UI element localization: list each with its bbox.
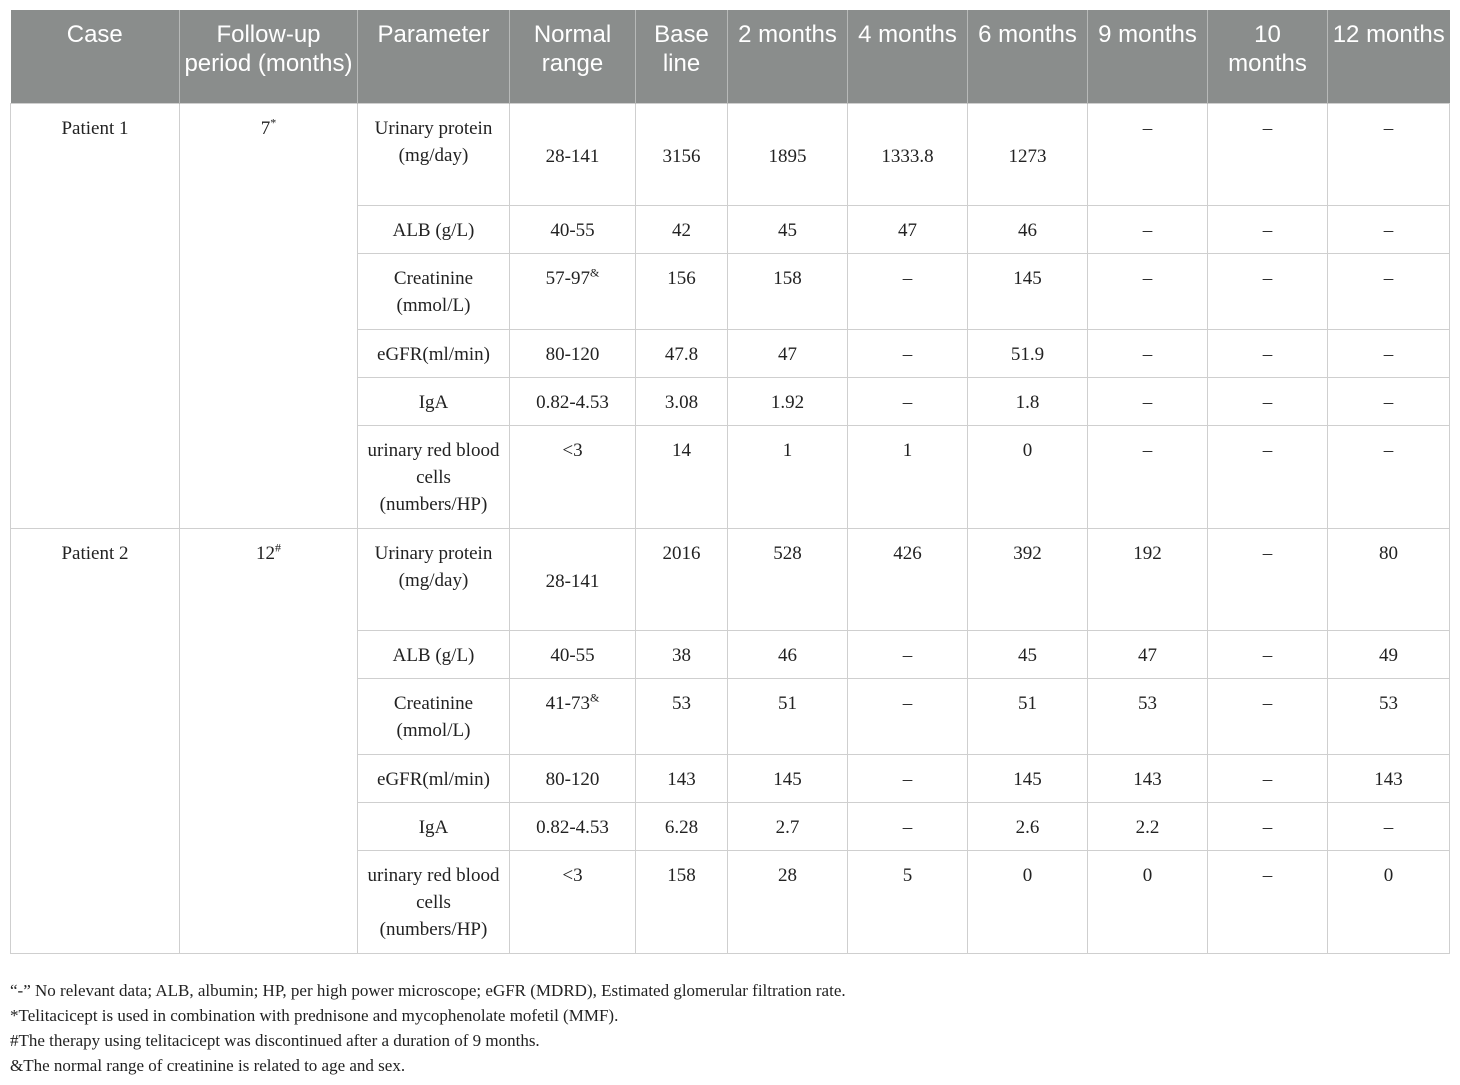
value-cell: 143 [1088, 754, 1208, 802]
value-cell: 426 [848, 528, 968, 630]
value-cell: 1 [728, 425, 848, 528]
normal-range-cell [510, 754, 636, 802]
value-cell: – [1088, 253, 1208, 329]
value-cell: – [848, 329, 968, 377]
parameter-cell: ALB (g/L) [358, 205, 510, 253]
value-cell: 45 [728, 205, 848, 253]
value-cell: 5 [848, 850, 968, 953]
value-cell: 49 [1328, 630, 1450, 678]
footnotes [10, 978, 846, 1078]
parameter-cell: eGFR(ml/min) [358, 329, 510, 377]
header-case: Case [11, 10, 180, 103]
normal-range-cell [510, 802, 636, 850]
value-cell: – [1328, 425, 1450, 528]
normal-range-cell [510, 630, 636, 678]
follow-up-mark: * [270, 115, 277, 130]
value-cell: 42 [636, 205, 728, 253]
normal-range-value: 80-120 [545, 768, 600, 790]
value-cell: 392 [968, 528, 1088, 630]
table-row [11, 103, 1450, 205]
value-cell: 47 [848, 205, 968, 253]
normal-range-value: 28-141 [545, 571, 600, 592]
value-cell: – [1328, 802, 1450, 850]
normal-range-value: <3 [562, 864, 583, 886]
value-cell: 1895 [728, 103, 848, 205]
normal-range-value: 0.82-4.53 [536, 391, 609, 413]
value-cell: – [848, 630, 968, 678]
normal-range-cell [510, 678, 636, 754]
value-cell: 145 [968, 754, 1088, 802]
normal-range-value: 28-141 [545, 146, 600, 167]
value-cell: 1273 [968, 103, 1088, 205]
header-baseline: Base line [636, 10, 728, 103]
header-normal-range: Normal range [510, 10, 636, 103]
value-cell: 1333.8 [848, 103, 968, 205]
value-cell: 1.92 [728, 377, 848, 425]
value-cell: 47 [728, 329, 848, 377]
normal-range-mark: & [589, 265, 600, 280]
parameter-cell: Creatinine (mmol/L) [358, 253, 510, 329]
table-row [11, 528, 1450, 630]
value-cell: – [1208, 103, 1328, 205]
case-label: Patient 1 [61, 117, 129, 139]
normal-range-value: <3 [562, 439, 583, 461]
case-label: Patient 2 [61, 542, 129, 564]
value-cell: 45 [968, 630, 1088, 678]
value-cell: – [1208, 377, 1328, 425]
header-row [11, 10, 1450, 103]
value-cell: 145 [968, 253, 1088, 329]
value-cell: – [1328, 103, 1450, 205]
follow-up-cell [180, 103, 358, 528]
value-cell: – [848, 754, 968, 802]
value-cell: 2.7 [728, 802, 848, 850]
value-cell: – [1088, 329, 1208, 377]
value-cell: 47.8 [636, 329, 728, 377]
value-cell: – [1208, 528, 1328, 630]
parameter-cell: Creatinine (mmol/L) [358, 678, 510, 754]
value-cell: – [1208, 205, 1328, 253]
parameter-cell: IgA [358, 377, 510, 425]
value-cell: 51 [728, 678, 848, 754]
header-2-months: 2 months [728, 10, 848, 103]
normal-range-mark: & [589, 690, 600, 705]
value-cell: – [1208, 850, 1328, 953]
footnote: *Telitacicept is used in combination with prednisone and mycophenolate mofetil (MMF). [10, 1006, 619, 1025]
value-cell: 53 [636, 678, 728, 754]
parameter-cell: urinary red blood cells (numbers/HP) [358, 425, 510, 528]
parameter-cell: IgA [358, 802, 510, 850]
value-cell: 3.08 [636, 377, 728, 425]
value-cell: 0 [1088, 850, 1208, 953]
value-cell: – [1208, 754, 1328, 802]
value-cell: 2.2 [1088, 802, 1208, 850]
value-cell: – [1328, 205, 1450, 253]
value-cell: – [1088, 205, 1208, 253]
value-cell: 143 [1328, 754, 1450, 802]
value-cell: 158 [728, 253, 848, 329]
value-cell: – [1208, 678, 1328, 754]
value-cell: 14 [636, 425, 728, 528]
value-cell: 51 [968, 678, 1088, 754]
value-cell: 53 [1328, 678, 1450, 754]
value-cell: – [1208, 425, 1328, 528]
value-cell: 145 [728, 754, 848, 802]
value-cell: 1 [848, 425, 968, 528]
normal-range-value: 80-120 [545, 343, 600, 365]
follow-up-value: 7 [260, 117, 271, 139]
value-cell: 47 [1088, 630, 1208, 678]
value-cell: 53 [1088, 678, 1208, 754]
normal-range-value: 41-73 [545, 692, 590, 714]
value-cell: – [848, 253, 968, 329]
value-cell: 0 [968, 850, 1088, 953]
parameter-cell: urinary red blood cells (numbers/HP) [358, 850, 510, 953]
value-cell: – [1088, 425, 1208, 528]
value-cell: 158 [636, 850, 728, 953]
value-cell: 143 [636, 754, 728, 802]
normal-range-cell [510, 103, 636, 205]
parameter-cell: Urinary protein (mg/day) [358, 103, 510, 205]
value-cell: 192 [1088, 528, 1208, 630]
value-cell: 0 [1328, 850, 1450, 953]
value-cell: – [1328, 329, 1450, 377]
normal-range-cell [510, 205, 636, 253]
value-cell: – [1328, 377, 1450, 425]
follow-up-mark: # [275, 540, 281, 555]
value-cell: – [848, 377, 968, 425]
value-cell: 6.28 [636, 802, 728, 850]
value-cell: – [1328, 253, 1450, 329]
value-cell: – [1208, 630, 1328, 678]
footnote: “-” No relevant data; ALB, albumin; HP, per high power microscope; eGFR (MDRD), Estimated glomerular filtration rate. [10, 981, 846, 1000]
header-parameter: Parameter [358, 10, 510, 103]
normal-range-cell [510, 850, 636, 953]
footnote: &The normal range of creatinine is related to age and sex. [10, 1056, 406, 1075]
value-cell: 51.9 [968, 329, 1088, 377]
parameter-cell: ALB (g/L) [358, 630, 510, 678]
normal-range-value: 40-55 [550, 219, 595, 241]
value-cell: – [1208, 253, 1328, 329]
value-cell: 2016 [636, 528, 728, 630]
value-cell: 80 [1328, 528, 1450, 630]
parameter-cell: eGFR(ml/min) [358, 754, 510, 802]
header-6-months: 6 months [968, 10, 1088, 103]
header-4-months: 4 months [848, 10, 968, 103]
normal-range-cell [510, 329, 636, 377]
value-cell: 156 [636, 253, 728, 329]
normal-range-cell [510, 425, 636, 528]
value-cell: – [848, 678, 968, 754]
normal-range-cell [510, 377, 636, 425]
case-cell [11, 528, 180, 953]
normal-range-value: 40-55 [550, 644, 595, 666]
value-cell: – [1088, 103, 1208, 205]
normal-range-value: 0.82-4.53 [536, 816, 609, 838]
footnote: #The therapy using telitacicept was discontinued after a duration of 9 months. [10, 1031, 540, 1050]
header-12-months: 12 months [1328, 10, 1450, 103]
normal-range-value: 57-97 [545, 267, 590, 289]
value-cell: – [1208, 329, 1328, 377]
value-cell: 0 [968, 425, 1088, 528]
value-cell: 528 [728, 528, 848, 630]
normal-range-cell [510, 528, 636, 630]
value-cell: 46 [728, 630, 848, 678]
value-cell: – [848, 802, 968, 850]
follow-up-cell [180, 528, 358, 953]
value-cell: 1.8 [968, 377, 1088, 425]
value-cell: 3156 [636, 103, 728, 205]
value-cell: 46 [968, 205, 1088, 253]
value-cell: 28 [728, 850, 848, 953]
results-table [10, 10, 1450, 954]
follow-up-value: 12 [256, 542, 275, 564]
value-cell: 38 [636, 630, 728, 678]
case-cell [11, 103, 180, 528]
header-follow-up: Follow-up period (months) [180, 10, 358, 103]
normal-range-cell [510, 253, 636, 329]
value-cell: – [1088, 377, 1208, 425]
value-cell: – [1208, 802, 1328, 850]
parameter-cell: Urinary protein (mg/day) [358, 528, 510, 630]
value-cell: 2.6 [968, 802, 1088, 850]
header-10-months: 10 months [1208, 10, 1328, 103]
header-9-months: 9 months [1088, 10, 1208, 103]
